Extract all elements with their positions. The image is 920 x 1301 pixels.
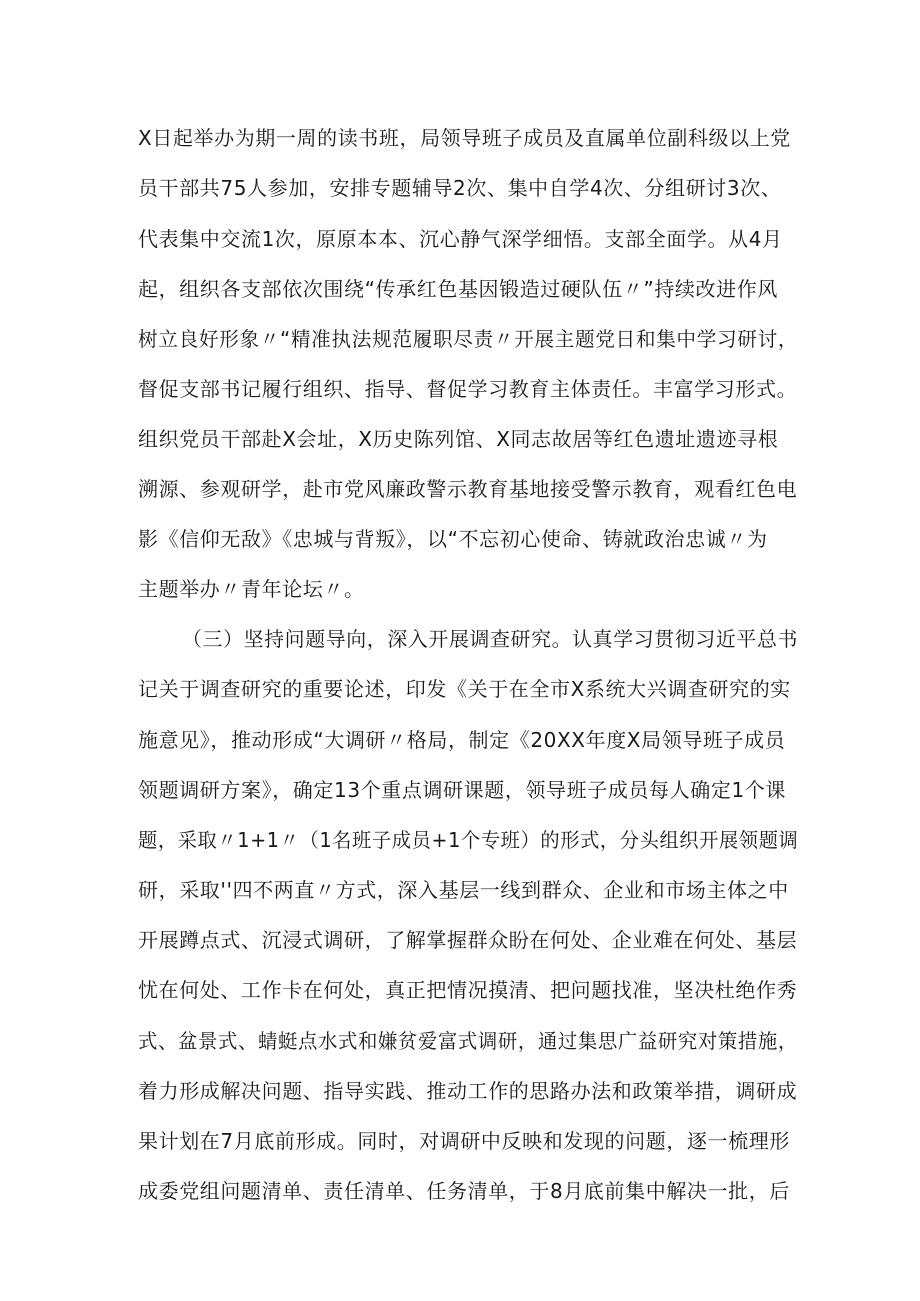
text-line: 影《信仰无敌》《忠城与背叛》，以“不忘初心使命、铸就政治忠诚〃为	[138, 527, 768, 551]
text-line: 员干部共75人参加，安排专题辅导2次、集中自学4次、分组研讨3次、	[138, 176, 782, 200]
text-line: X日起举办为期一周的读书班，局领导班子成员及直属单位副科级以上党	[138, 126, 791, 150]
text-line: 起，组织各支部依次围绕“传承红色基因锻造过硬队伍〃”持续改进作风	[138, 277, 778, 301]
text-line: 溯源、参观研学，赴市党风廉政警示教育基地接受警示教育，观看红色电	[138, 477, 798, 501]
text-line: 领题调研方案》，确定13个重点调研课题，领导班子成员每人确定1个课	[138, 778, 786, 802]
text-line: 着力形成解决问题、指导实践、推动工作的思路办法和政策举措，调研成	[138, 1079, 798, 1103]
text-line: 开展蹲点式、沉浸式调研，了解掌握群众盼在何处、企业难在何处、基层	[138, 928, 798, 952]
text-line: 题，采取〃1+1〃（1名班子成员+1个专班）的形式，分头组织开展领题调	[138, 828, 799, 852]
section-heading-line: （三）坚持问题导向，深入开展调查研究。认真学习贯彻习近平总书	[182, 627, 799, 651]
text-line: 式、盆景式、蜻蜓点水式和嫌贫爱富式调研，通过集思广益研究对策措施，	[138, 1029, 798, 1053]
text-line: 树立良好形象〃“精准执法规范履职尽责〃开展主题党日和集中学习研讨，	[138, 327, 799, 351]
text-line: 代表集中交流1次，原原本本、沉心静气深学细悟。支部全面学。从4月	[138, 227, 783, 251]
text-line: 忧在何处、工作卡在何处，真正把情况摸清、把问题找准，坚决杜绝作秀	[138, 978, 798, 1002]
text-line: 成委党组问题清单、责任清单、任务清单，于8月底前集中解决一批，后	[138, 1179, 790, 1203]
text-line: 主题举办〃青年论坛〃。	[138, 577, 365, 601]
text-line: 督促支部书记履行组织、指导、督促学习教育主体责任。丰富学习形式。	[138, 377, 798, 401]
text-line: 施意见》，推动形成“大调研〃格局，制定《20XX年度X局领导班子成员	[138, 728, 786, 752]
text-line: 果计划在7月底前形成。同时，对调研中反映和发现的问题，逐一梳理形	[138, 1129, 790, 1153]
text-line: 研，采取''四不两直〃方式，深入基层一线到群众、企业和市场主体之中	[138, 878, 789, 902]
text-line: 记关于调查研究的重要论述，印发《关于在全市X系统大兴调查研究的实	[138, 677, 791, 701]
text-line: 组织党员干部赴X会址，X历史陈列馆、X同志故居等红色遗址遗迹寻根	[138, 427, 779, 451]
